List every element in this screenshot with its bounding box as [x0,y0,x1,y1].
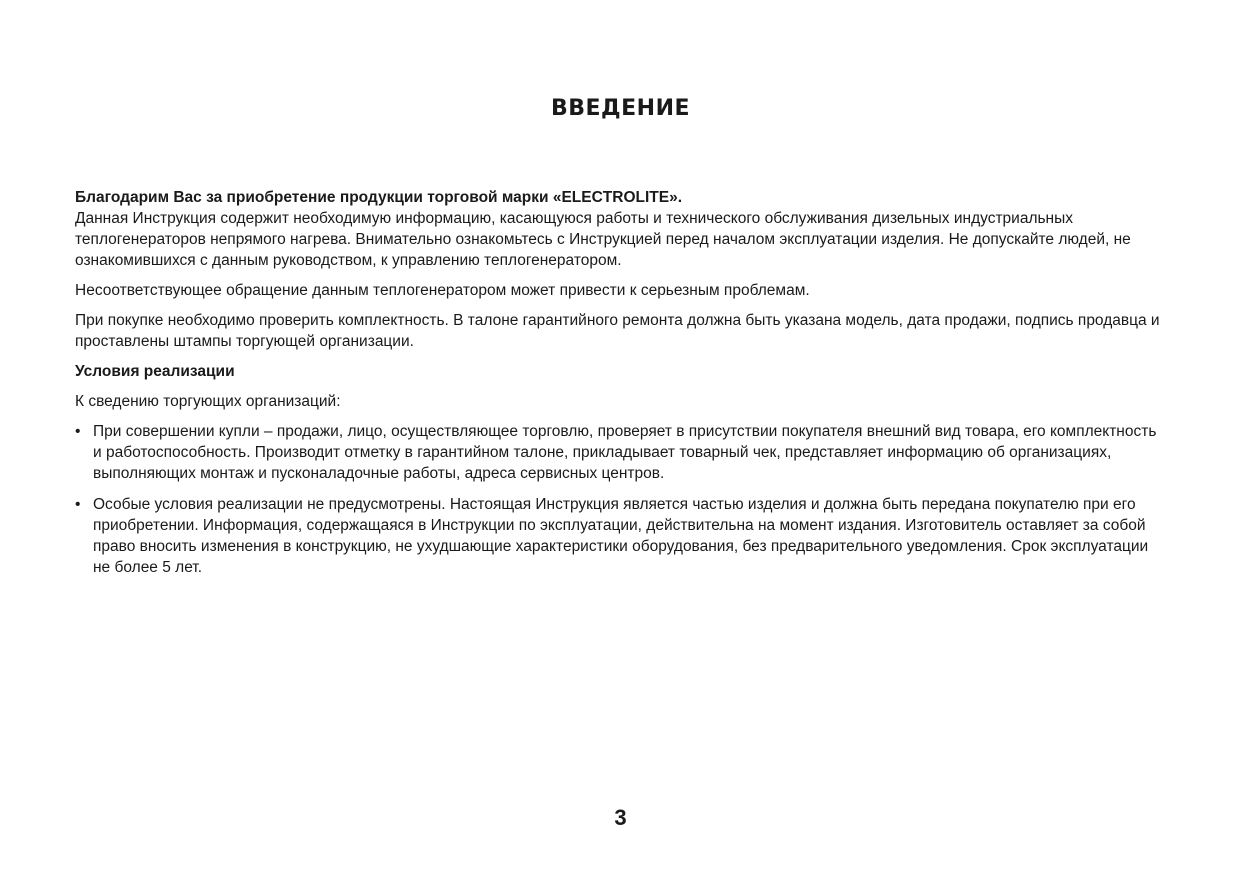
section-subtext: К сведению торгующих организаций: [75,393,341,410]
bullet-icon: • [75,496,81,513]
section-heading: Условия реализации [75,363,235,380]
document-body [75,187,1165,588]
page-title: ВВЕДЕНИЕ [550,96,691,121]
list-item-text: Особые условия реализации не предусмотрены. Настоящая Инструкция является частью изделия и должна быть передана покупателю при его приобретении. Информация, содержащаяся в Инструкции по эксплуатации, действительна на момент издания. Изготовитель оставляет за собой право вносить изменения в конструкцию, не ухудшающие характеристики оборудования, без предварительного уведомления. Срок эксплуатации не более 5 лет. [93,496,1149,576]
page-number: 3 [614,805,627,830]
warning-paragraph: Несоответствующее обращение данным теплогенератором может привести к серьезным проблемам. [75,282,810,299]
list-item [75,494,1165,578]
intro-lead: Благодарим Вас за приобретение продукции торговой марки «ELECTROLITE». [75,189,683,206]
list-item [75,421,1165,484]
intro-text: Данная Инструкция содержит необходимую информацию, касающуюся работы и технического обслуживания дизельных индустриальных теплогенераторов непрямого нагрева. Внимательно ознакомьтесь с Инструкцией перед началом эксплуатации изделия. Не допускайте людей, не ознакомившихся с данным руководством, к управлению теплогенератором. [75,210,1131,269]
conditions-list [75,421,1165,578]
list-item-text: При совершении купли – продажи, лицо, осуществляющее торговлю, проверяет в присутствии покупателя внешний вид товара, его комплектность и работоспособность. Производит отметку в гарантийном талоне, прикладывает товарный чек, представляет информацию об организациях, выполняющих монтаж и пусконаладочные работы, адреса сервисных центров. [93,423,1157,482]
completeness-paragraph: При покупке необходимо проверить комплектность. В талоне гарантийного ремонта должна быть указана модель, дата продажи, подпись продавца и проставлены штампы торгующей организации. [75,312,1160,350]
bullet-icon: • [75,423,81,440]
